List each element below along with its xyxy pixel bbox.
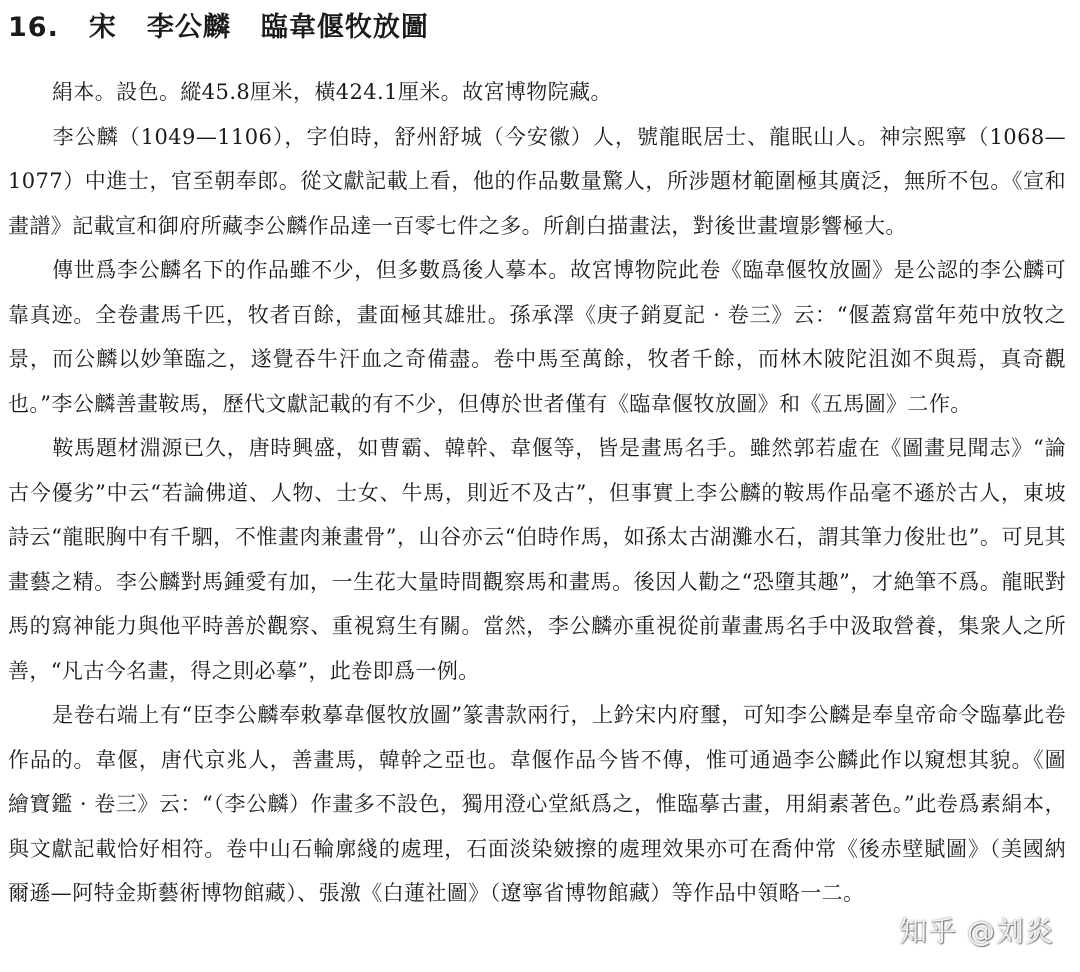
watermark: 知乎 @刘炎 [899,915,1054,948]
paragraph-specs [8,70,1066,115]
paragraph-inscription [8,693,1066,916]
heading-artist: 李公麟 [146,12,231,43]
paragraph-provenance [8,248,1066,426]
heading-number: 16. [8,12,59,43]
paragraph-text: 絹本。設色。縱45.8厘米，橫424.1厘米。故宮博物院藏。 [52,80,612,104]
paragraph-text: 李公麟（1049—1106），字伯時，舒州舒城（今安徽）人，號龍眠居士、龍眠山人。神宗熙寧（1068—1077）中進士，官至朝奉郎。從文獻記載上看，他的作品數量驚人，所涉題材範圍極其廣泛，無所不包。《宣和畫譜》記載宣和御府所藏李公麟作品達一百零七件之多。所創白描畫法，對後世畫壇影響極大。 [8,124,1066,238]
paragraph-text: 是卷右端上有“臣李公麟奉敕摹韋偃牧放圖”篆書款兩行，上鈐宋内府璽，可知李公麟是奉皇帝命令臨摹此卷作品的。韋偃，唐代京兆人，善畫馬，韓幹之亞也。韋偃作品今皆不傳，惟可通過李公麟此作以窺想其貌。《圖繪寶鑑 · 卷三》云：“（李公麟）作畫多不設色，獨用澄心堂紙爲之，惟臨摹古畫，用絹素著色。”此卷爲素絹本，與文獻記載恰好相符。卷中山石輪廓綫的處理，石面淡染皴擦的處理效果亦可在喬仲常《後赤壁賦圖》（美國納爾遜—阿特金斯藝術博物館藏）、張激《白蓮社圖》（遼寧省博物館藏）等作品中領略一二。 [8,703,1066,905]
heading-dynasty: 宋 [88,12,117,43]
paragraph-text: 鞍馬題材淵源已久，唐時興盛，如曹霸、韓幹、韋偃等，皆是畫馬名手。雖然郭若虛在《圖畫見聞志》“論古今優劣”中云“若論佛道、人物、士女、牛馬，則近不及古”，但事實上李公麟的鞍馬作品毫不遜於古人，東坡詩云“龍眠胸中有千駟，不惟畫肉兼畫骨”，山谷亦云“伯時作馬，如孫太古湖灘水石，謂其筆力俊壯也”。可見其畫藝之精。李公麟對馬鍾愛有加，一生花大量時間觀察馬和畫馬。後因人勸之“恐墮其趣”，才絶筆不爲。龍眠對馬的寫神能力與他平時善於觀察、重視寫生有關。當然，李公麟亦重視從前輩畫馬名手中汲取營養，集衆人之所善，“凡古今名畫，得之則必摹”，此卷即爲一例。 [8,436,1066,683]
heading-title: 臨韋偃牧放圖 [260,12,429,43]
paragraph-text: 傳世爲李公麟名下的作品雖不少，但多數爲後人摹本。故宮博物院此卷《臨韋偃牧放圖》是公認的李公麟可靠真迹。全卷畫馬千匹，牧者百餘，畫面極其雄壯。孫承澤《庚子銷夏記 · 卷三》云：“偃蓋寫當年苑中放牧之景，而公麟以妙筆臨之，遂覺吞牛汗血之奇備盡。卷中馬至萬餘，牧者千餘，而林木陂陀沮洳不與焉，真奇觀也。”李公麟善畫鞍馬，歷代文獻記載的有不少，但傳於世者僅有《臨韋偃牧放圖》和《五馬圖》二作。 [8,258,1066,416]
paragraph-biography [8,115,1066,249]
paragraph-horse-painting [8,426,1066,693]
section-heading [8,8,1066,48]
